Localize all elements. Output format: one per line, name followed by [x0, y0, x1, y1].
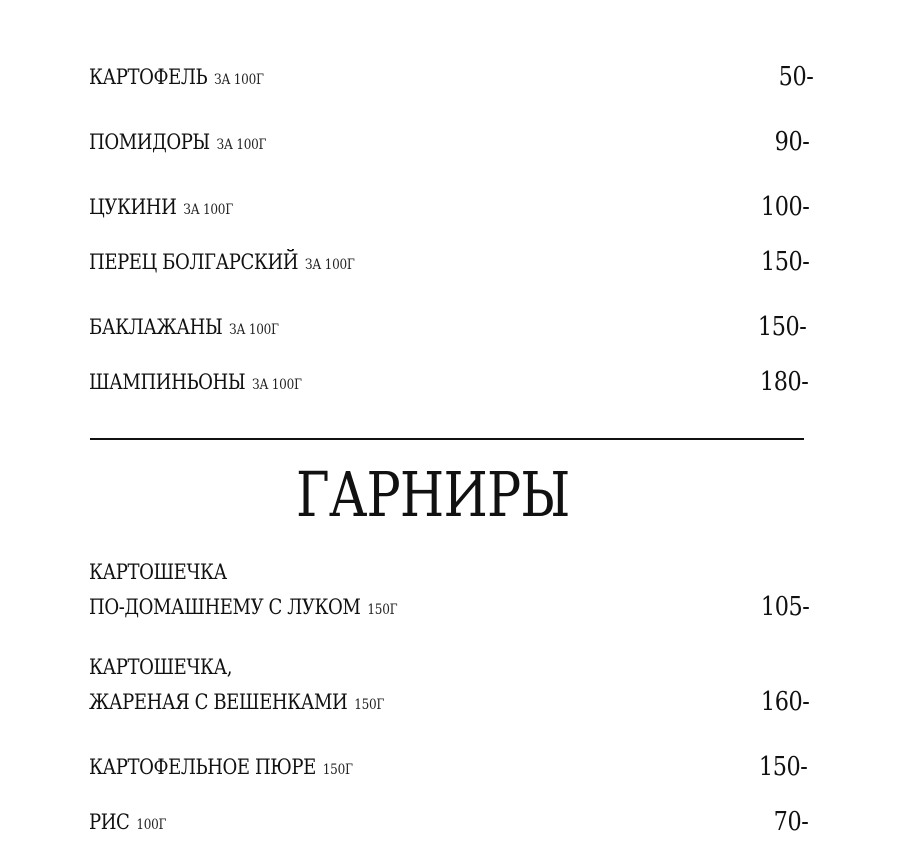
- item-name-line1: КАРТОШЕЧКА: [89, 560, 227, 584]
- section-divider: [90, 438, 804, 440]
- item-name-wrap: [89, 555, 397, 628]
- item-price: 50-: [778, 62, 813, 92]
- item-name-line2: ЖАРЕНАЯ С ВЕШЕНКАМИ: [89, 690, 348, 714]
- item-price: 70-: [773, 807, 808, 837]
- item-price: 105-: [760, 592, 809, 622]
- item-name: ШАМПИНЬОНЫ: [89, 370, 246, 394]
- item-price: 160-: [760, 687, 809, 717]
- menu-item-potato: [89, 60, 813, 98]
- item-name-line2: ПО-ДОМАШНЕМУ С ЛУКОМ: [89, 595, 361, 619]
- item-name-wrap: [89, 650, 384, 723]
- item-price: 150-: [757, 312, 806, 342]
- item-name: ЦУКИНИ: [89, 195, 177, 219]
- section-title-garnishes: [0, 458, 866, 532]
- item-unit: ЗА 100Г: [252, 377, 302, 393]
- item-name-wrap: [89, 750, 353, 788]
- section-title-text: ГАРНИРЫ: [296, 458, 570, 531]
- item-name-wrap: [89, 125, 266, 163]
- menu-item-zucchini: [89, 190, 809, 228]
- item-name-wrap: [89, 365, 302, 403]
- item-name-wrap: [89, 190, 233, 228]
- item-unit: 150Г: [322, 762, 353, 778]
- item-unit: 150Г: [354, 697, 385, 713]
- item-unit: 150Г: [367, 602, 398, 618]
- item-name: ПОМИДОРЫ: [89, 130, 210, 154]
- item-name-wrap: [89, 805, 166, 843]
- item-unit: 100Г: [136, 817, 167, 833]
- item-unit: ЗА 100Г: [304, 257, 355, 273]
- item-name-line2-wrap: [89, 685, 384, 723]
- menu-item-bell-pepper: [89, 245, 809, 283]
- item-name: КАРТОФЕЛЬНОЕ ПЮРЕ: [89, 755, 316, 779]
- menu-item-mashed-potatoes: [89, 750, 809, 788]
- item-name-wrap: [89, 310, 279, 348]
- menu-item-rice: [89, 805, 809, 843]
- item-price: 100-: [760, 192, 809, 222]
- item-name: ПЕРЕЦ БОЛГАРСКИЙ: [89, 250, 299, 274]
- item-name-line1: КАРТОШЕЧКА,: [89, 655, 233, 679]
- item-price: 90-: [774, 127, 809, 157]
- menu-item-potatoes-oyster-mushrooms: [89, 650, 809, 723]
- item-price: 150-: [758, 752, 807, 782]
- item-unit: ЗА 100Г: [216, 137, 267, 153]
- item-name-line2-wrap: [89, 590, 397, 628]
- item-name: РИС: [89, 810, 130, 834]
- item-name: КАРТОФЕЛЬ: [89, 65, 208, 89]
- item-name-wrap: [89, 245, 355, 283]
- menu-item-eggplant: [89, 310, 809, 348]
- item-unit: ЗА 100Г: [229, 322, 279, 338]
- item-name: БАКЛАЖАНЫ: [89, 315, 223, 339]
- item-price: 180-: [759, 367, 808, 397]
- menu-item-tomatoes: [89, 125, 809, 163]
- item-unit: ЗА 100Г: [214, 72, 264, 88]
- item-price: 150-: [760, 247, 809, 277]
- item-name-wrap: [89, 60, 264, 98]
- menu-item-homestyle-potatoes: [89, 555, 809, 628]
- menu-item-champignons: [89, 365, 809, 403]
- item-unit: ЗА 100Г: [183, 202, 233, 218]
